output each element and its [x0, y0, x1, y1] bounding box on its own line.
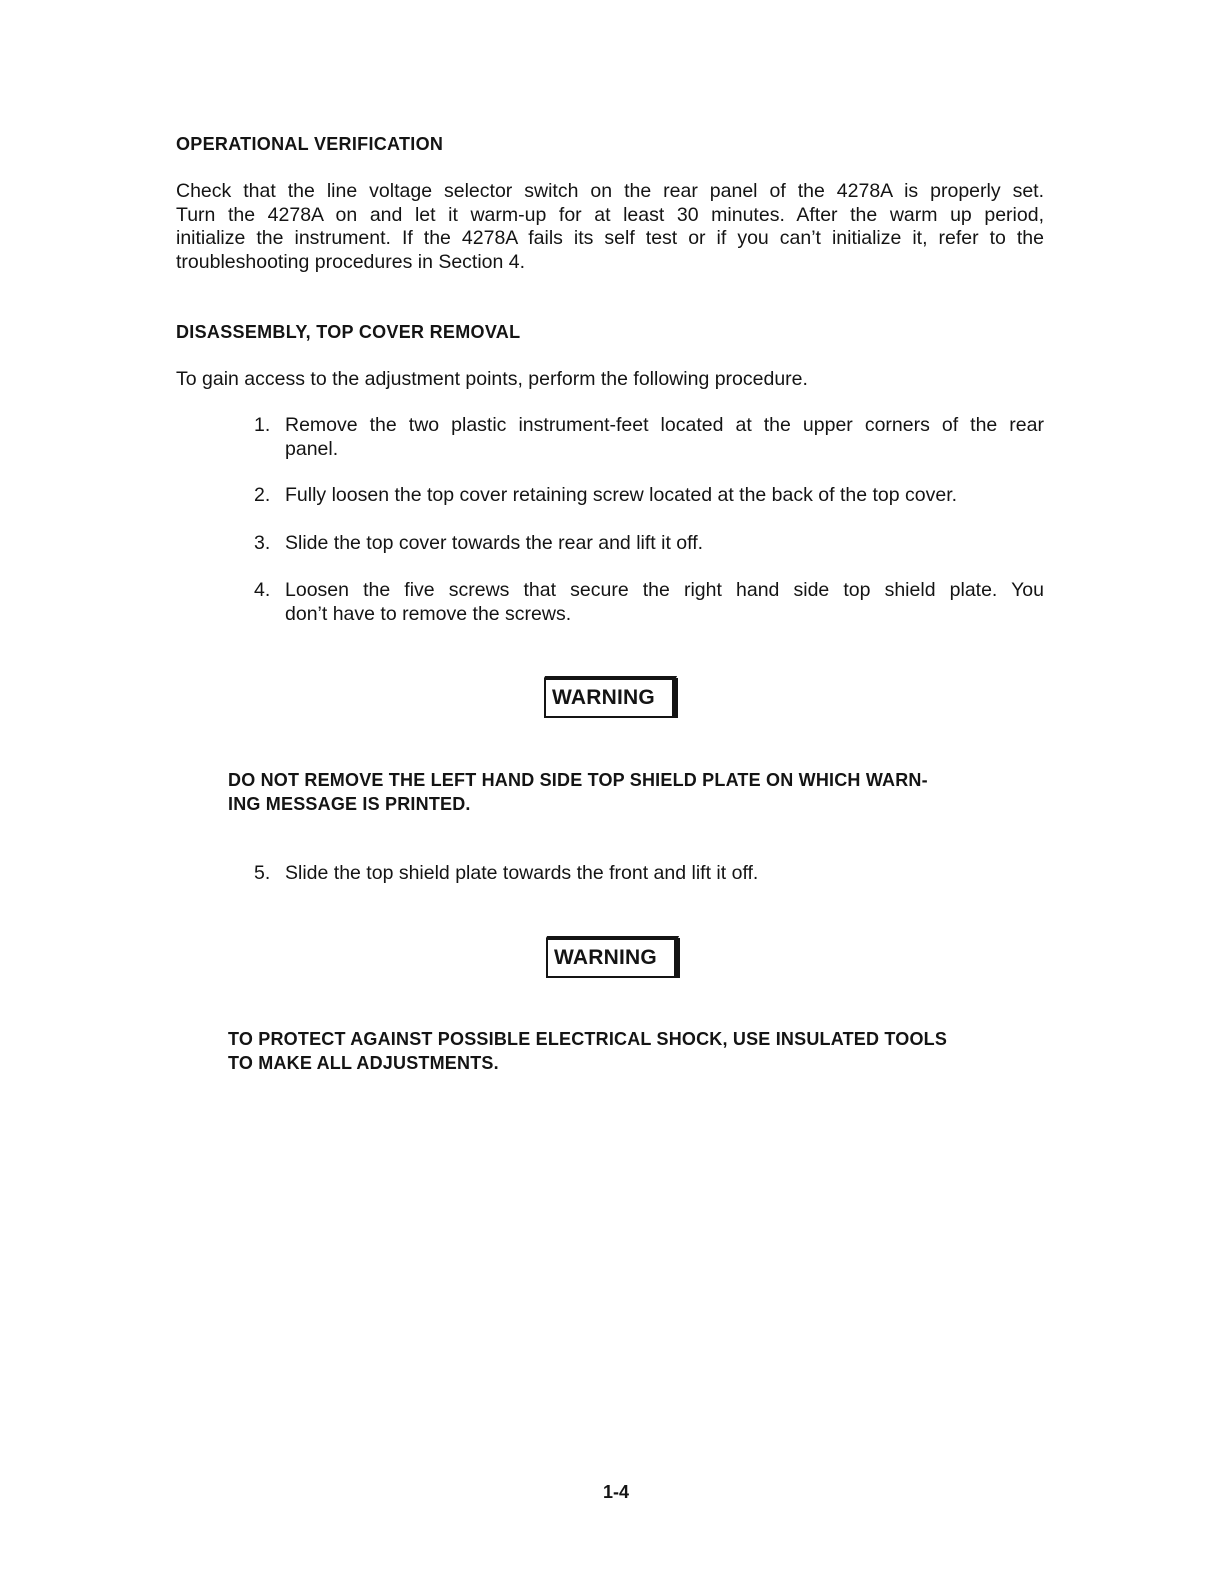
step-text-line: Fully loosen the top cover retaining screw located at the back of the top cover.	[285, 484, 958, 506]
procedure-step-1	[254, 414, 1044, 461]
paragraph-line: troubleshooting procedures in Section 4.	[176, 250, 526, 273]
paragraph-line: Turn the 4278A on and let it warm-up for at least 30 minutes. After the warm up period,	[176, 203, 1044, 226]
paragraph-line: Check that the line voltage selector switch on the rear panel of the 4278A is properly set.	[176, 180, 1044, 202]
warning-message	[228, 768, 1008, 816]
procedure-step-4	[254, 579, 1044, 626]
step-number: 3.	[254, 532, 271, 554]
paragraph-line: To gain access to the adjustment points, perform the following procedure.	[176, 368, 808, 390]
procedure-step-2	[254, 484, 1044, 508]
warning-label-box: WARNING	[544, 678, 678, 718]
step-text-line: Slide the top shield plate towards the front and lift it off.	[285, 862, 759, 884]
step-number: 2.	[254, 484, 271, 506]
warning-text-line: TO PROTECT AGAINST POSSIBLE ELECTRICAL SHOCK, USE INSULATED TOOLS	[228, 1029, 948, 1049]
page-number: 1-4	[603, 1482, 630, 1502]
step-text-line: Loosen the five screws that secure the right hand side top shield plate. You	[285, 579, 1044, 601]
paragraph-line: initialize the instrument. If the 4278A fails its self test or if you can’t initialize it, refer to the	[176, 227, 1044, 249]
procedure-step-3	[254, 532, 1044, 556]
warning-text-line: TO MAKE ALL ADJUSTMENTS.	[228, 1053, 499, 1073]
step-number: 5.	[254, 862, 271, 884]
step-text-line: panel.	[285, 437, 339, 460]
procedure-step-5	[254, 862, 1044, 886]
step-number: 4.	[254, 579, 271, 601]
step-text-line: don’t have to remove the screws.	[285, 602, 572, 625]
warning-message	[228, 1027, 1008, 1075]
operational-verification-paragraph	[176, 180, 1044, 274]
disassembly-intro	[176, 368, 1044, 392]
warning-text-line: DO NOT REMOVE THE LEFT HAND SIDE TOP SHIELD PLATE ON WHICH WARN-	[228, 770, 928, 790]
step-text-line: Slide the top cover towards the rear and lift it off.	[285, 532, 704, 554]
warning-text-line: ING MESSAGE IS PRINTED.	[228, 794, 471, 814]
warning-label-box: WARNING	[546, 938, 680, 978]
step-text-line: Remove the two plastic instrument-feet located at the upper corners of the rear	[285, 414, 1044, 436]
step-number: 1.	[254, 414, 271, 436]
disassembly-heading: DISASSEMBLY, TOP COVER REMOVAL	[176, 322, 521, 342]
operational-verification-heading: OPERATIONAL VERIFICATION	[176, 134, 444, 154]
